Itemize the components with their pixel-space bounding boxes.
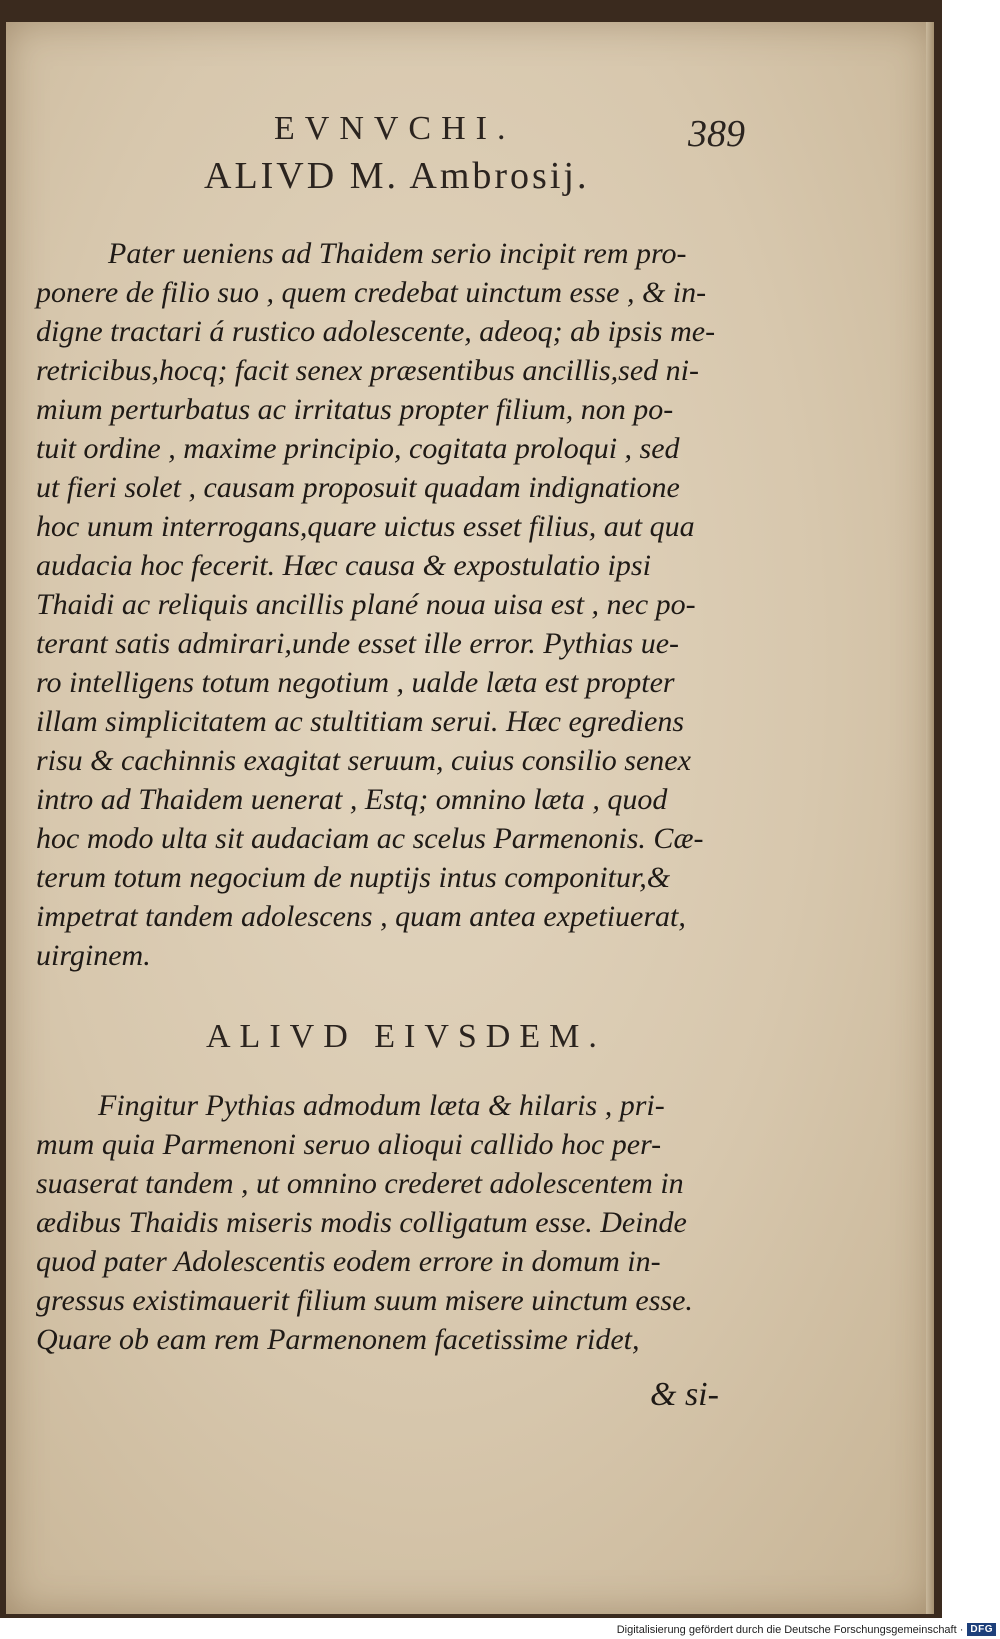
text-line: suaserat tandem , ut omnino crederet adolescentem in bbox=[36, 1167, 684, 1200]
page-number: 389 bbox=[688, 113, 745, 155]
text-line: gressus existimauerit filium suum misere uinctum esse. bbox=[36, 1284, 693, 1317]
text-line: mium perturbatus ac irritatus propter filium, non po- bbox=[36, 393, 674, 426]
text-line: Quare ob eam rem Parmenonem facetissime ridet, bbox=[36, 1323, 640, 1356]
text-line: hoc unum interrogans,quare uictus esset filius, aut qua bbox=[36, 510, 695, 543]
paragraph-1 bbox=[36, 234, 726, 975]
text-line: mum quia Parmenoni seruo alioqui callido hoc per- bbox=[36, 1128, 662, 1161]
footer-credit-text: Digitalisierung gefördert durch die Deutsche Forschungsgemeinschaft · bbox=[616, 1623, 964, 1636]
text-line: digne tractari á rustico adolescente, adeoq; ab ipsis me- bbox=[36, 315, 716, 348]
paragraph-2 bbox=[36, 1086, 726, 1359]
dfg-logo: DFG bbox=[967, 1623, 996, 1636]
text-line: uirginem. bbox=[36, 939, 151, 972]
text-line: terant satis admirari,unde esset ille error. Pythias ue- bbox=[36, 627, 680, 660]
text-line: audacia hoc fecerit. Hæc causa & expostulatio ipsi bbox=[36, 549, 651, 582]
text-line: retricibus,hocq; facit senex præsentibus ancillis,sed ni- bbox=[36, 354, 699, 387]
text-line: Thaidi ac reliquis ancillis plané noua uisa est , nec po- bbox=[36, 588, 696, 621]
text-line: terum totum negocium de nuptijs intus componitur,& bbox=[36, 861, 671, 894]
text-line: ut fieri solet , causam proposuit quadam indignatione bbox=[36, 471, 680, 504]
text-line: quod pater Adolescentis eodem errore in domum in- bbox=[36, 1245, 661, 1278]
text-line: ædibus Thaidis miseris modis colligatum esse. Deinde bbox=[36, 1206, 687, 1239]
text-line: impetrat tandem adolescens , quam antea expetiuerat, bbox=[36, 900, 686, 933]
text-line: intro ad Thaidem uenerat , Estq; omnino læta , quod bbox=[36, 783, 668, 816]
text-line: hoc modo ulta sit audaciam ac scelus Parmenonis. Cæ- bbox=[36, 822, 704, 855]
footer-credit bbox=[617, 1620, 996, 1639]
section-heading: ALIVD M. Ambrosij. bbox=[204, 155, 590, 197]
text-line: illam simplicitatem ac stultitiam serui. Hæc egrediens bbox=[36, 705, 684, 738]
text-line: Pater ueniens ad Thaidem serio incipit rem pro- bbox=[108, 237, 687, 270]
section-heading: ALIVD EIVSDEM. bbox=[206, 1018, 606, 1055]
text-line: Fingitur Pythias admodum læta & hilaris , pri- bbox=[98, 1089, 665, 1122]
catchword: & si- bbox=[650, 1376, 719, 1413]
running-head: EVNVCHI. bbox=[274, 110, 516, 147]
text-line: ro intelligens totum negotium , ualde læta est propter bbox=[36, 666, 675, 699]
page-edge bbox=[926, 22, 934, 1614]
text-line: risu & cachinnis exagitat seruum, cuius consilio senex bbox=[36, 744, 691, 777]
book-page bbox=[6, 22, 934, 1614]
text-line: ponere de filio suo , quem credebat uinctum esse , & in- bbox=[36, 276, 707, 309]
text-line: tuit ordine , maxime principio, cogitata proloqui , sed bbox=[36, 432, 680, 465]
